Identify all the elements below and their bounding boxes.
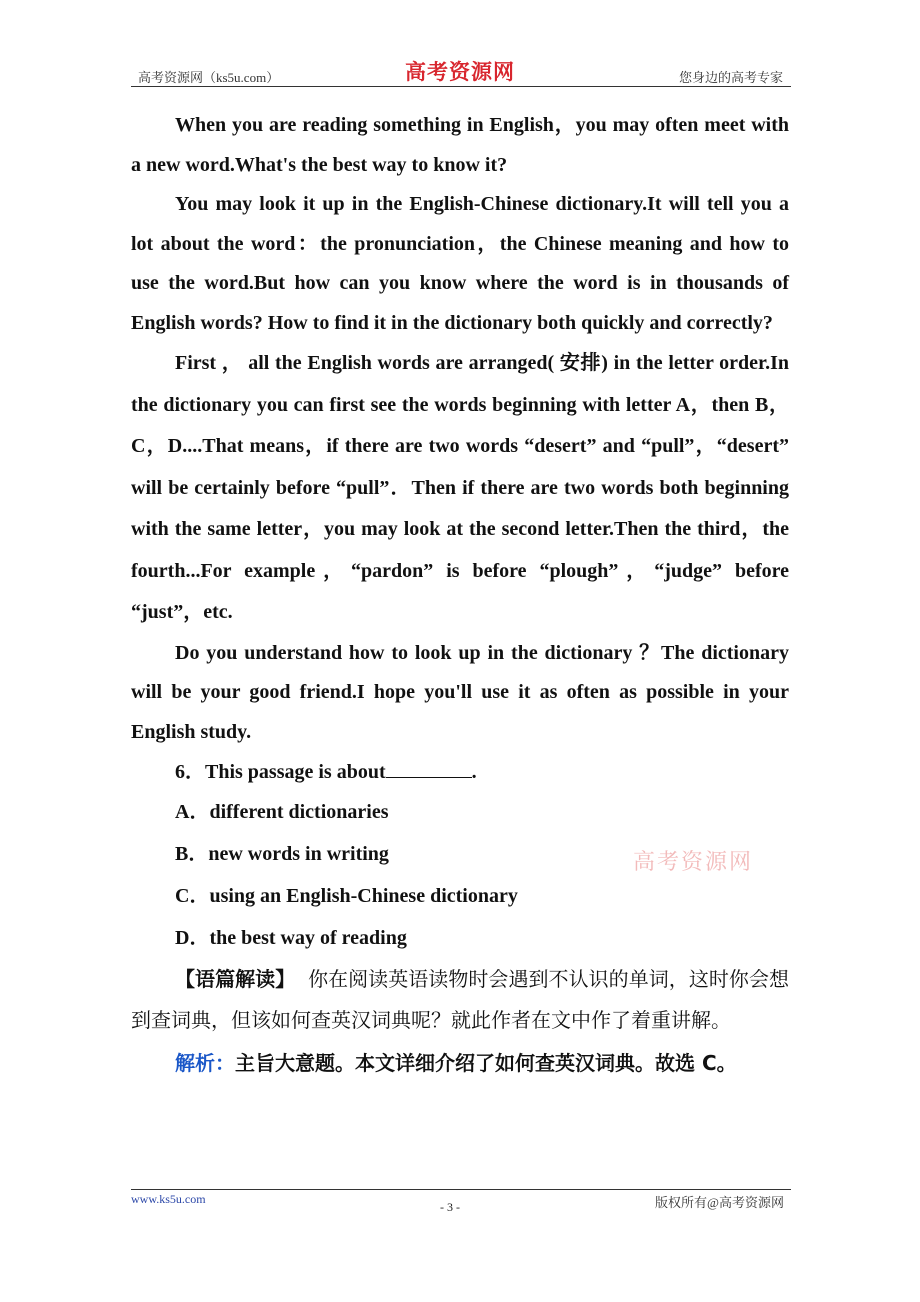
main-content xyxy=(131,106,789,1084)
option-c: C．using an English-Chinese dictionary xyxy=(175,885,518,907)
option-a: A．different dictionaries xyxy=(175,801,389,823)
answer-blank xyxy=(386,759,472,778)
passage-paragraph-2: You may look it up in the English-Chinese dictionary.It will tell you a lot about the word：the pronunciation，the Chinese meaning and how to use the word.But how can you know where the word is in thousands of English words? How to find it in the dictionary both quickly and correctly? xyxy=(131,193,789,334)
explanation-label: 解析： xyxy=(175,1051,235,1075)
passage-analysis xyxy=(131,959,789,1041)
watermark: 高考资源网 xyxy=(633,850,754,875)
analysis-tag: 【语篇解读】 xyxy=(175,967,296,991)
header-site-name: 高考资源网（ks5u.com） xyxy=(138,70,280,85)
passage-paragraph-4: Do you understand how to look up in the dictionary ？The dictionary will be your good friend.I hope you'll use it as often as possible in your English study. xyxy=(131,641,789,743)
page-number: - 3 - xyxy=(440,1200,460,1214)
question-stem-end: . xyxy=(471,761,477,783)
question-stem xyxy=(131,753,789,791)
explanation-text: 主旨大意题。本文详细介绍了如何查英汉词典。故选 C。 xyxy=(235,1051,737,1075)
option-b: B．new words in writing xyxy=(175,843,389,865)
analysis-text: 你在阅读英语读物时会遇到不认识的单词，这时你会想到查词典，但该如何查英汉词典呢？就此作者在文中作了着重讲解。 xyxy=(131,967,790,1032)
question-stem-text: 6．This passage is about xyxy=(175,761,386,783)
option-d: D．the best way of reading xyxy=(175,927,407,949)
answer-explanation xyxy=(131,1043,789,1084)
footer-copyright: 版权所有@高考资源网 xyxy=(655,1195,784,1210)
header-slogan: 您身边的高考专家 xyxy=(678,70,783,85)
passage-paragraph-3: First ， all the English words are arranged( 安排) in the letter order.In the dictionary you can first see the words beginning with letter A，then B，C，D....That means，if there are two words “desert” and “pull”，“desert” will be certainly before “pull”．Then if there are two words both beginning with the same letter，you may look at the second letter.Then the third，the fourth...For example，“pardon” is before “plough”，“judge” before “just”，etc. xyxy=(131,352,789,623)
page-header xyxy=(131,56,791,86)
footer-divider xyxy=(131,1189,791,1190)
header-logo: 高考资源网 xyxy=(405,59,515,84)
footer-url: www.ks5u.com xyxy=(131,1192,206,1206)
header-divider xyxy=(131,86,791,87)
passage-paragraph-1: When you are reading something in English，you may often meet with a new word.What's the best way to know it? xyxy=(131,114,789,176)
